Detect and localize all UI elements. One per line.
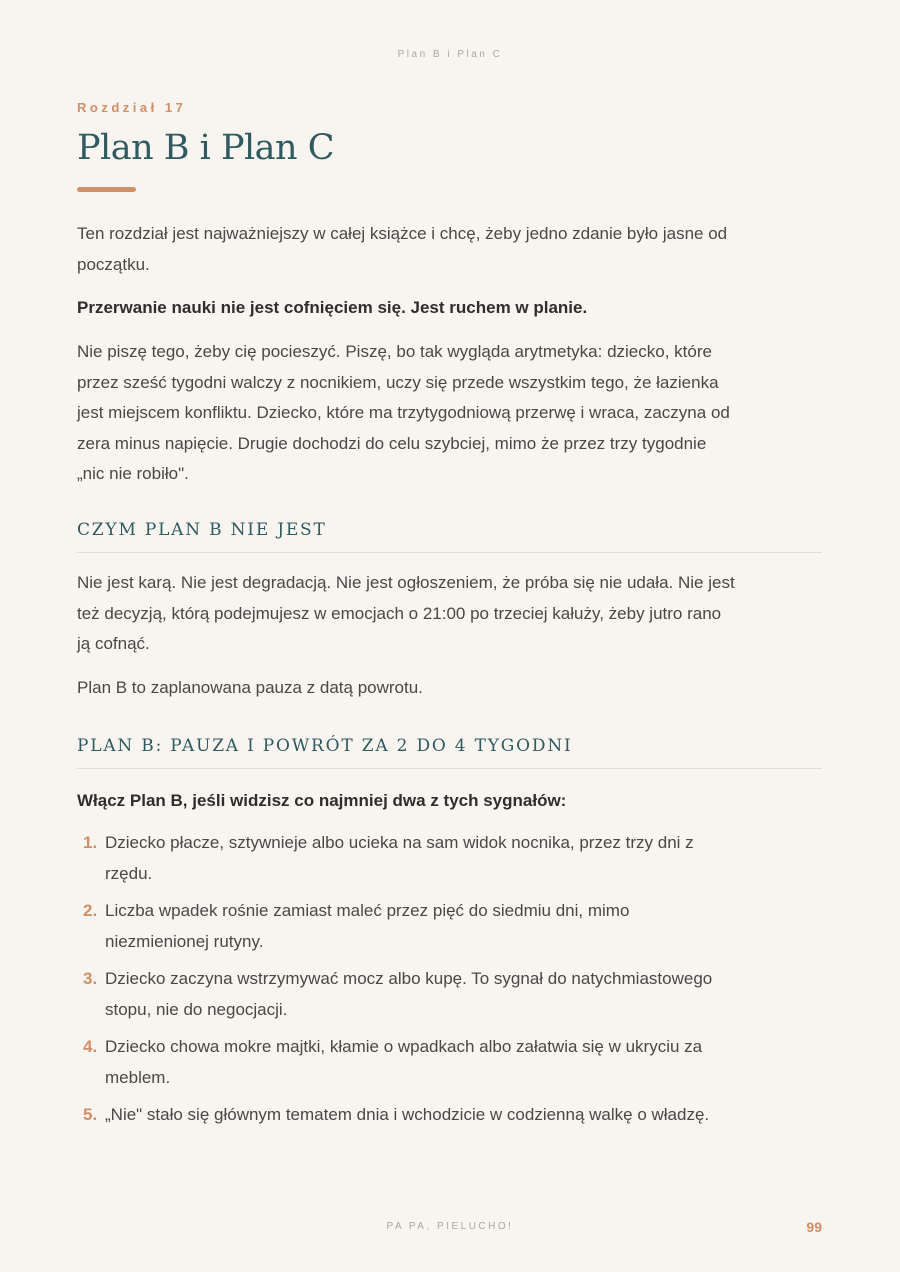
- chapter-label: Rozdział 17: [77, 100, 187, 115]
- list-number: 3.: [83, 969, 98, 988]
- list-item-text: Dziecko zaczyna wstrzymywać mocz albo kupę. To sygnał do natychmiastowego stopu, nie do negocjacji.: [105, 969, 713, 1019]
- plan-b-not-paragraph: Nie jest karą. Nie jest degradacją. Nie jest ogłoszeniem, że próba się nie udała. Nie jest też decyzją, którą podejmujesz w emocjach o 21:00 po trzeciej kałuży, żeby jutro rano ją cofnąć.: [77, 573, 735, 653]
- intro-paragraph: Ten rozdział jest najważniejszy w całej książce i chcę, żeby jedno zdanie było jasne od początku.: [77, 224, 728, 274]
- title-underline-accent: [77, 187, 136, 192]
- signals-lead: Włącz Plan B, jeśli widzisz co najmniej dwa z tych sygnałów:: [77, 791, 567, 810]
- section-heading-what-plan-b-is-not: CZYM PLAN B NIE JEST: [77, 520, 822, 553]
- list-number: 4.: [83, 1037, 98, 1056]
- list-item: [77, 1032, 737, 1093]
- arithmetic-paragraph: Nie piszę tego, żeby cię pocieszyć. Piszę, bo tak wygląda arytmetyka: dziecko, które przez sześć tygodni walczy z nocnikiem, uczy się przede wszystkim tego, że łazienka jest miejscem konfliktu. Dziecko, które ma trzytygodniową przerwę i wraca, zaczyna od zera minus napięcie. Drugie dochodzi do celu szybciej, mimo że przez trzy tygodnie „nic nie robiło".: [77, 342, 730, 483]
- list-item: [77, 1100, 737, 1131]
- signals-list: [77, 828, 737, 1138]
- list-number: 5.: [83, 1105, 98, 1124]
- page-number: 99: [806, 1219, 822, 1235]
- list-item-text: Liczba wpadek rośnie zamiast maleć przez pięć do siedmiu dni, mimo niezmienionej rutyny.: [105, 901, 630, 951]
- section-heading-plan-b-pause: PLAN B: PAUZA I POWRÓT ZA 2 DO 4 TYGODNI: [77, 736, 822, 769]
- running-head: Plan B i Plan C: [397, 49, 503, 60]
- list-number: 1.: [83, 833, 98, 852]
- list-item: [77, 964, 737, 1025]
- list-item: [77, 828, 737, 889]
- list-item-text: „Nie" stało się głównym tematem dnia i wchodzicie w codzienną walkę o władzę.: [105, 1105, 710, 1124]
- list-number: 2.: [83, 901, 98, 920]
- list-item-text: Dziecko płacze, sztywnieje albo ucieka na sam widok nocnika, przez trzy dni z rzędu.: [105, 833, 694, 883]
- key-statement: Przerwanie nauki nie jest cofnięciem się. Jest ruchem w planie.: [77, 298, 588, 317]
- chapter-title: Plan B i Plan C: [77, 128, 334, 168]
- footer-book-title: PA PA, PIELUCHO!: [386, 1221, 514, 1232]
- plan-b-definition: Plan B to zaplanowana pauza z datą powrotu.: [77, 678, 423, 697]
- list-item-text: Dziecko chowa mokre majtki, kłamie o wpadkach albo załatwia się w ukryciu za meblem.: [105, 1037, 703, 1087]
- list-item: [77, 896, 737, 957]
